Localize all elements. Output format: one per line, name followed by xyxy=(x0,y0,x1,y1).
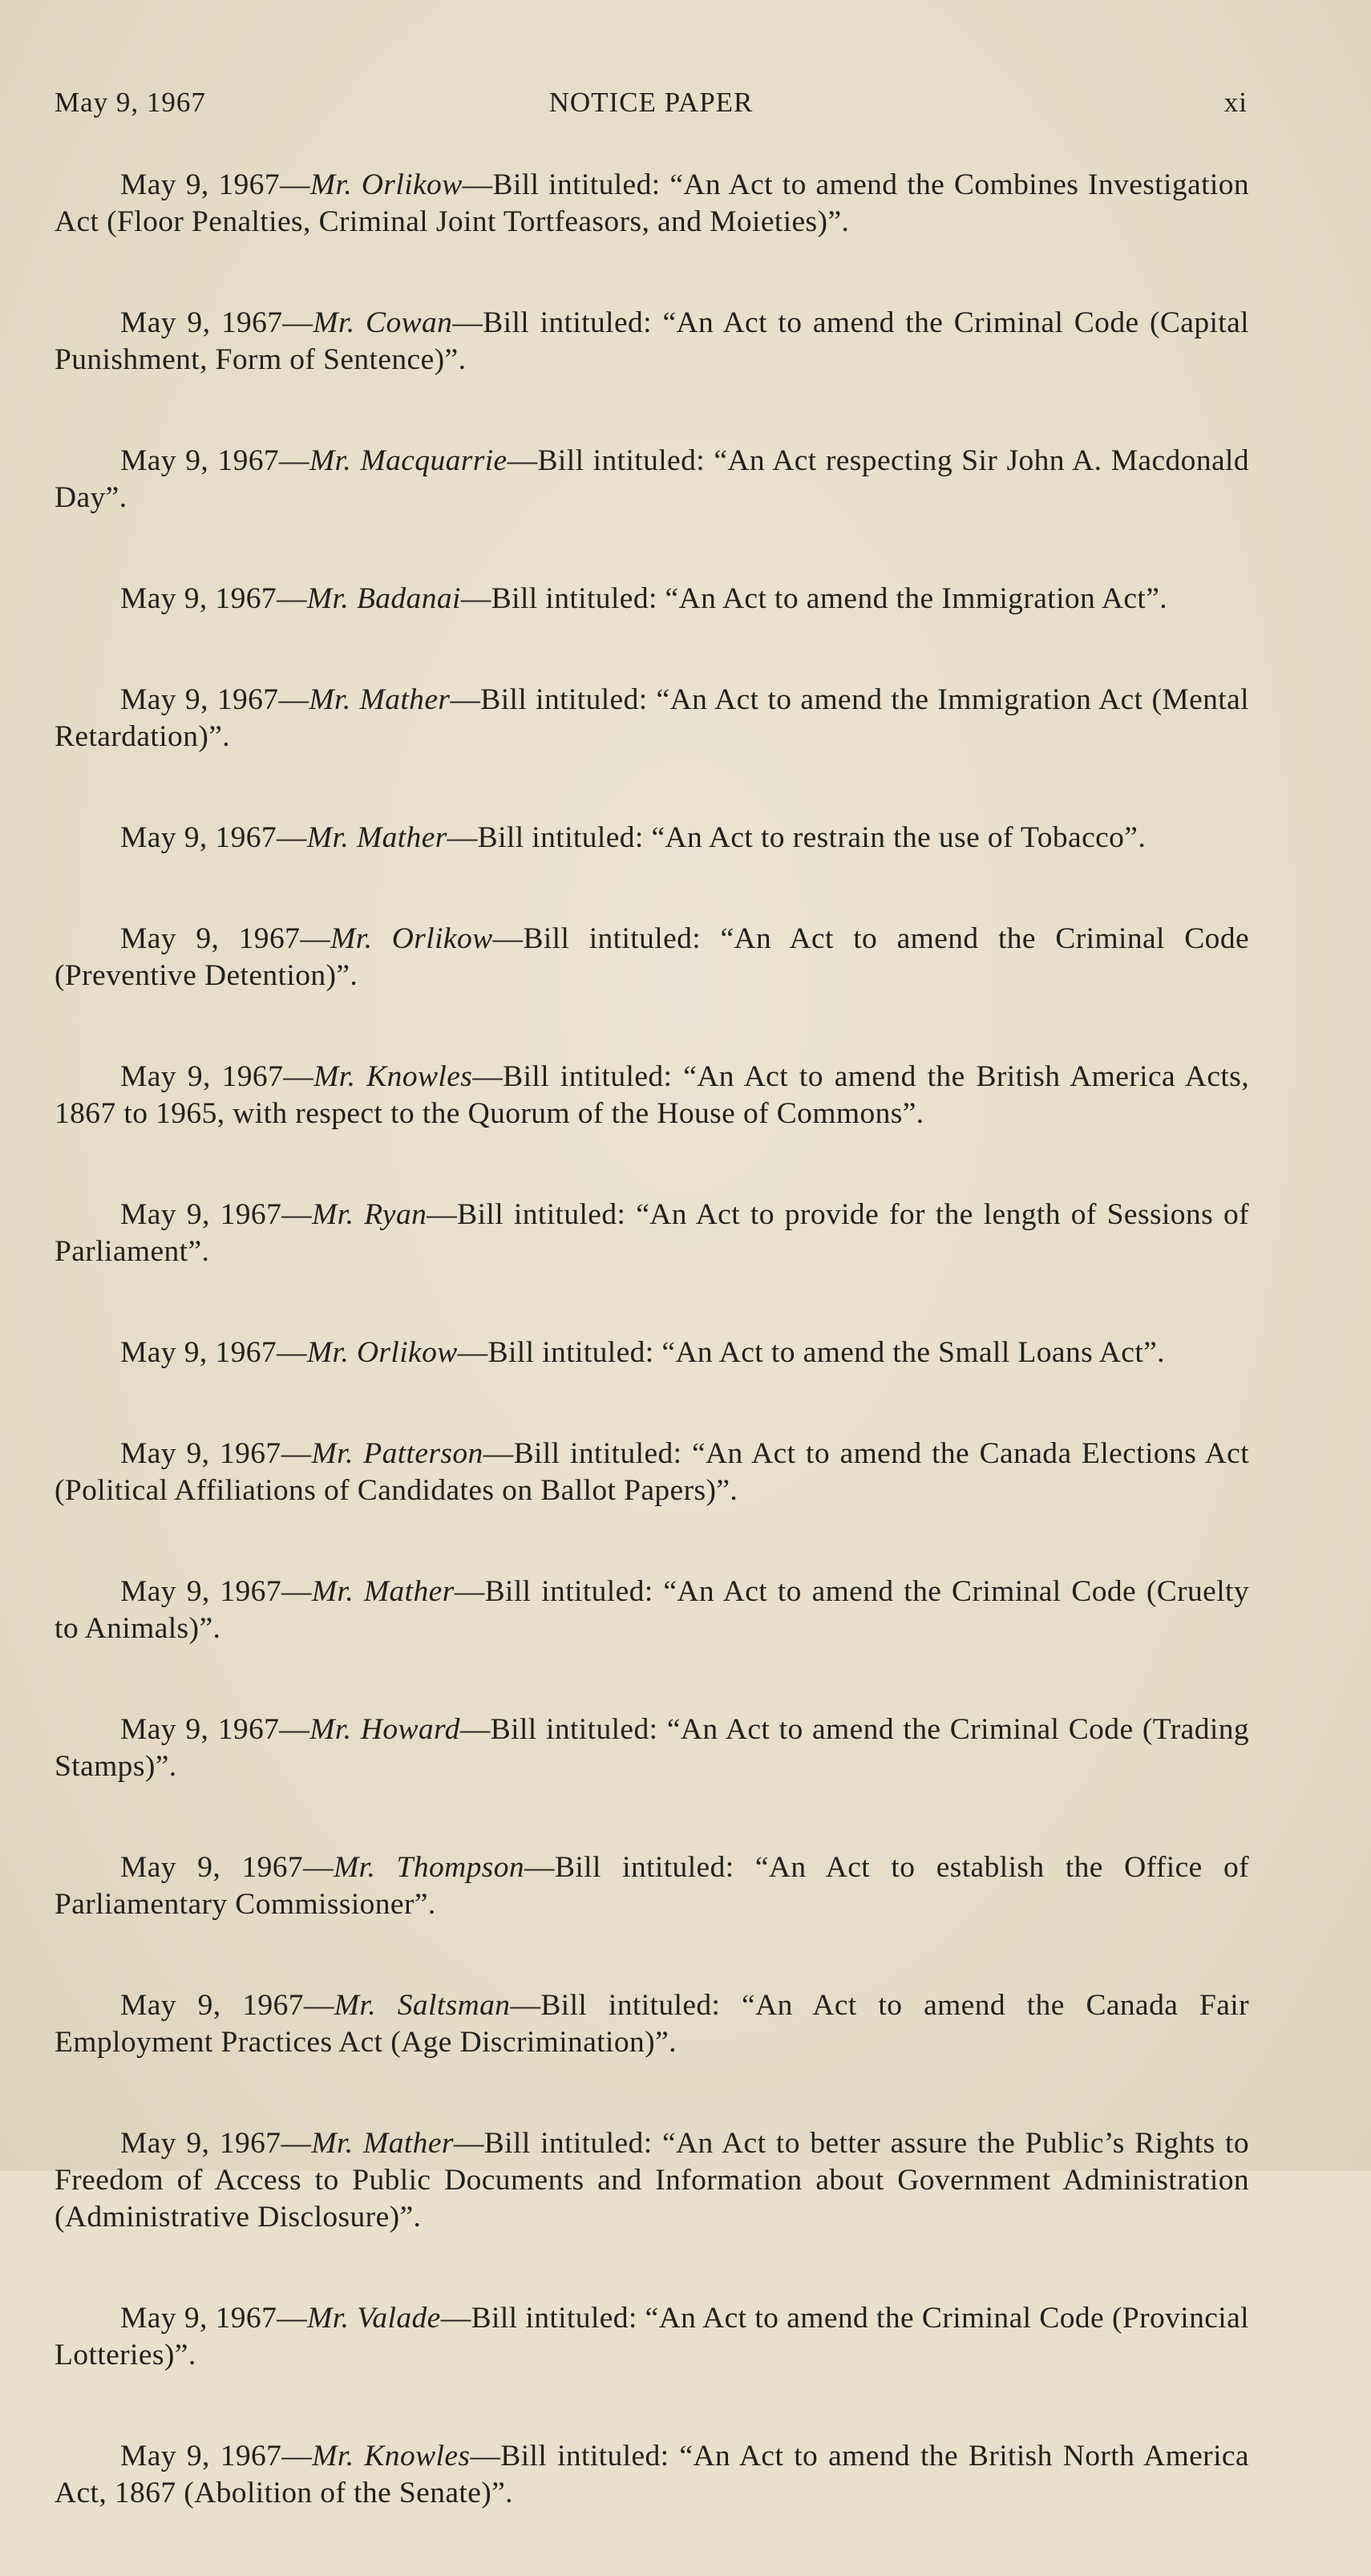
header-title: NOTICE PAPER xyxy=(548,87,754,118)
entry-text: Bill intituled: “An Act to amend the British America Acts, 1867 to 1965, with respect to the Quorum of the House of Commons”. xyxy=(55,1060,1250,1130)
entry-member: Mr. Patterson xyxy=(311,1437,483,1470)
entry-member: Mr. Howard xyxy=(309,1713,460,1746)
entry-member: Mr. Orlikow xyxy=(306,1336,458,1369)
entry-member: Mr. Cowan xyxy=(313,306,453,339)
entry-member: Mr. Macquarrie xyxy=(309,444,508,477)
notice-list xyxy=(55,167,1249,2576)
notice-entry: May 9, 1967—Mr. Orlikow—Bill intituled: “An Act to amend the Small Loans Act”. xyxy=(120,1336,1165,1369)
entry-text: Bill intituled: “An Act to amend the Criminal Code (Preventive Detention)”. xyxy=(55,922,1250,992)
entry-date: May 9, 1967 xyxy=(120,2127,281,2160)
entry-text: Bill intituled: “An Act to amend the Criminal Code (Provincial Lotteries)”. xyxy=(55,2302,1249,2371)
entry-date: May 9, 1967 xyxy=(120,2440,282,2473)
entry-date: May 9, 1967 xyxy=(120,1575,281,1608)
notice-entry: May 9, 1967—Mr. Badanai—Bill intituled: “An Act to amend the Immigration Act”. xyxy=(120,582,1168,615)
entry-text: Bill intituled: “An Act to amend the Canada Fair Employment Practices Act (Age Discrimination)”. xyxy=(55,1989,1249,2059)
entry-text: Bill intituled: “An Act to amend the Immigration Act”. xyxy=(491,582,1168,615)
notice-entry: May 9, 1967—Mr. Mather—Bill intituled: “An Act to amend the Criminal Code (Cruelty to Animals)”. xyxy=(55,1575,1250,1645)
entry-member: Mr. Knowles xyxy=(312,2440,471,2473)
entry-member: Mr. Saltsman xyxy=(334,1989,511,2022)
entry-date: May 9, 1967 xyxy=(120,1713,280,1746)
entry-text: Bill intituled: “An Act to restrain the use of Tobacco”. xyxy=(477,821,1147,854)
entry-text: Bill intituled: “An Act to amend the Small Loans Act”. xyxy=(487,1336,1165,1369)
notice-entry: May 9, 1967—Mr. Knowles—Bill intituled: “An Act to amend the British America Acts, 1867 to 1965, with respect to the Quorum of the House of Commons”. xyxy=(55,1060,1250,1130)
entry-text: Bill intituled: “An Act to amend the Criminal Code (Cruelty to Animals)”. xyxy=(55,1575,1250,1645)
entry-text: Bill intituled: “An Act respecting Sir John A. Macdonald Day”. xyxy=(55,444,1249,514)
entry-date: May 9, 1967 xyxy=(120,1198,282,1231)
notice-entry: May 9, 1967—Mr. Mather—Bill intituled: “An Act to restrain the use of Tobacco”. xyxy=(120,821,1147,854)
entry-member: Mr. Mather xyxy=(311,1575,455,1608)
entry-date: May 9, 1967 xyxy=(120,1989,304,2022)
entry-text: Bill intituled: “An Act to amend the Canada Elections Act (Political Affiliations of Candidates on Ballot Papers)”. xyxy=(55,1437,1250,1507)
entry-member: Mr. Badanai xyxy=(306,582,461,615)
notice-entry: May 9, 1967—Mr. Knowles—Bill intituled: “An Act to amend the British North America Act, 1867 (Abolition of the Senate)”. xyxy=(55,2440,1249,2509)
entry-member: Mr. Valade xyxy=(307,2302,441,2335)
entry-member: Mr. Orlikow xyxy=(330,922,493,955)
entry-date: May 9, 1967 xyxy=(120,582,277,615)
entry-member: Mr. Mather xyxy=(311,2127,454,2160)
entry-date: May 9, 1967 xyxy=(120,1336,277,1369)
notice-entry: May 9, 1967—Mr. Cowan—Bill intituled: “An Act to amend the Criminal Code (Capital Punishment, Form of Sentence)”. xyxy=(55,306,1249,376)
entry-date: May 9, 1967 xyxy=(120,1851,304,1884)
entry-member: Mr. Thompson xyxy=(334,1851,525,1884)
entry-date: May 9, 1967 xyxy=(120,1060,284,1093)
notice-entry: May 9, 1967—Mr. Mather—Bill intituled: “An Act to amend the Immigration Act (Mental Retardation)”. xyxy=(55,683,1249,753)
entry-text: Bill intituled: “An Act to provide for the length of Sessions of Parliament”. xyxy=(55,1198,1249,1268)
header-date: May 9, 1967 xyxy=(55,87,206,118)
entry-date: May 9, 1967 xyxy=(120,306,283,339)
notice-entry: May 9, 1967—Mr. Valade—Bill intituled: “An Act to amend the Criminal Code (Provincial Lotteries)”. xyxy=(55,2302,1249,2371)
notice-entry: May 9, 1967—Mr. Howard—Bill intituled: “An Act to amend the Criminal Code (Trading Stamps)”. xyxy=(55,1713,1249,1783)
entry-date: May 9, 1967 xyxy=(120,168,280,201)
notice-entry: May 9, 1967—Mr. Saltsman—Bill intituled: “An Act to amend the Canada Fair Employment Practices Act (Age Discrimination)”. xyxy=(55,1989,1249,2059)
entry-text: Bill intituled: “An Act to amend the Combines Investigation Act (Floor Penalties, Criminal Joint Tortfeasors, and Moieties)”. xyxy=(55,168,1250,238)
page-number: xi xyxy=(1223,87,1248,118)
notice-entry: May 9, 1967—Mr. Ryan—Bill intituled: “An Act to provide for the length of Sessions of Parliament”. xyxy=(55,1198,1249,1268)
entry-text: Bill intituled: “An Act to better assure the Public’s Rights to Freedom of Access to Public Documents and Information about Government Administration (Administrative Disclosure)”. xyxy=(55,2127,1249,2234)
entry-member: Mr. Mather xyxy=(306,821,447,854)
notice-entry: May 9, 1967—Mr. Orlikow—Bill intituled: “An Act to amend the Criminal Code (Preventive Detention)”. xyxy=(55,922,1250,992)
entry-date: May 9, 1967 xyxy=(120,1437,281,1470)
entry-text: Bill intituled: “An Act to amend the Criminal Code (Capital Punishment, Form of Sentence)”. xyxy=(55,306,1249,376)
entry-date: May 9, 1967 xyxy=(120,683,279,716)
notice-entry: May 9, 1967—Mr. Macquarrie—Bill intituled: “An Act respecting Sir John A. Macdonald Day”. xyxy=(55,444,1249,514)
entry-text: Bill intituled: “An Act to amend the British North America Act, 1867 (Abolition of the Senate)”. xyxy=(55,2440,1249,2509)
entry-member: Mr. Knowles xyxy=(313,1060,473,1093)
entry-date: May 9, 1967 xyxy=(120,821,277,854)
notice-entry: May 9, 1967—Mr. Mather—Bill intituled: “An Act to better assure the Public’s Rights to Freedom of Access to Public Documents and Information about Government Administration (Administrative Disclosure)”. xyxy=(55,2127,1249,2234)
entry-member: Mr. Mather xyxy=(309,683,451,716)
entry-text: Bill intituled: “An Act to amend the Immigration Act (Mental Retardation)”. xyxy=(55,683,1249,753)
page-header xyxy=(55,87,1248,124)
entry-date: May 9, 1967 xyxy=(120,922,301,955)
entry-text: Bill intituled: “An Act to amend the Criminal Code (Trading Stamps)”. xyxy=(55,1713,1249,1783)
notice-entry: May 9, 1967—Mr. Patterson—Bill intituled: “An Act to amend the Canada Elections Act (Political Affiliations of Candidates on Ballot Papers)”. xyxy=(55,1437,1250,1507)
entry-member: Mr. Ryan xyxy=(312,1198,427,1231)
entry-date: May 9, 1967 xyxy=(120,2302,277,2335)
entry-text: Bill intituled: “An Act to establish the Office of Parliamentary Commissioner”. xyxy=(55,1851,1250,1921)
entry-member: Mr. Orlikow xyxy=(309,168,463,201)
notice-entry: May 9, 1967—Mr. Orlikow—Bill intituled: “An Act to amend the Combines Investigation Act (Floor Penalties, Criminal Joint Tortfeasors, and Moieties)”. xyxy=(55,168,1250,238)
entry-date: May 9, 1967 xyxy=(120,444,280,477)
notice-entry: May 9, 1967—Mr. Thompson—Bill intituled: “An Act to establish the Office of Parliamentary Commissioner”. xyxy=(55,1851,1250,1921)
